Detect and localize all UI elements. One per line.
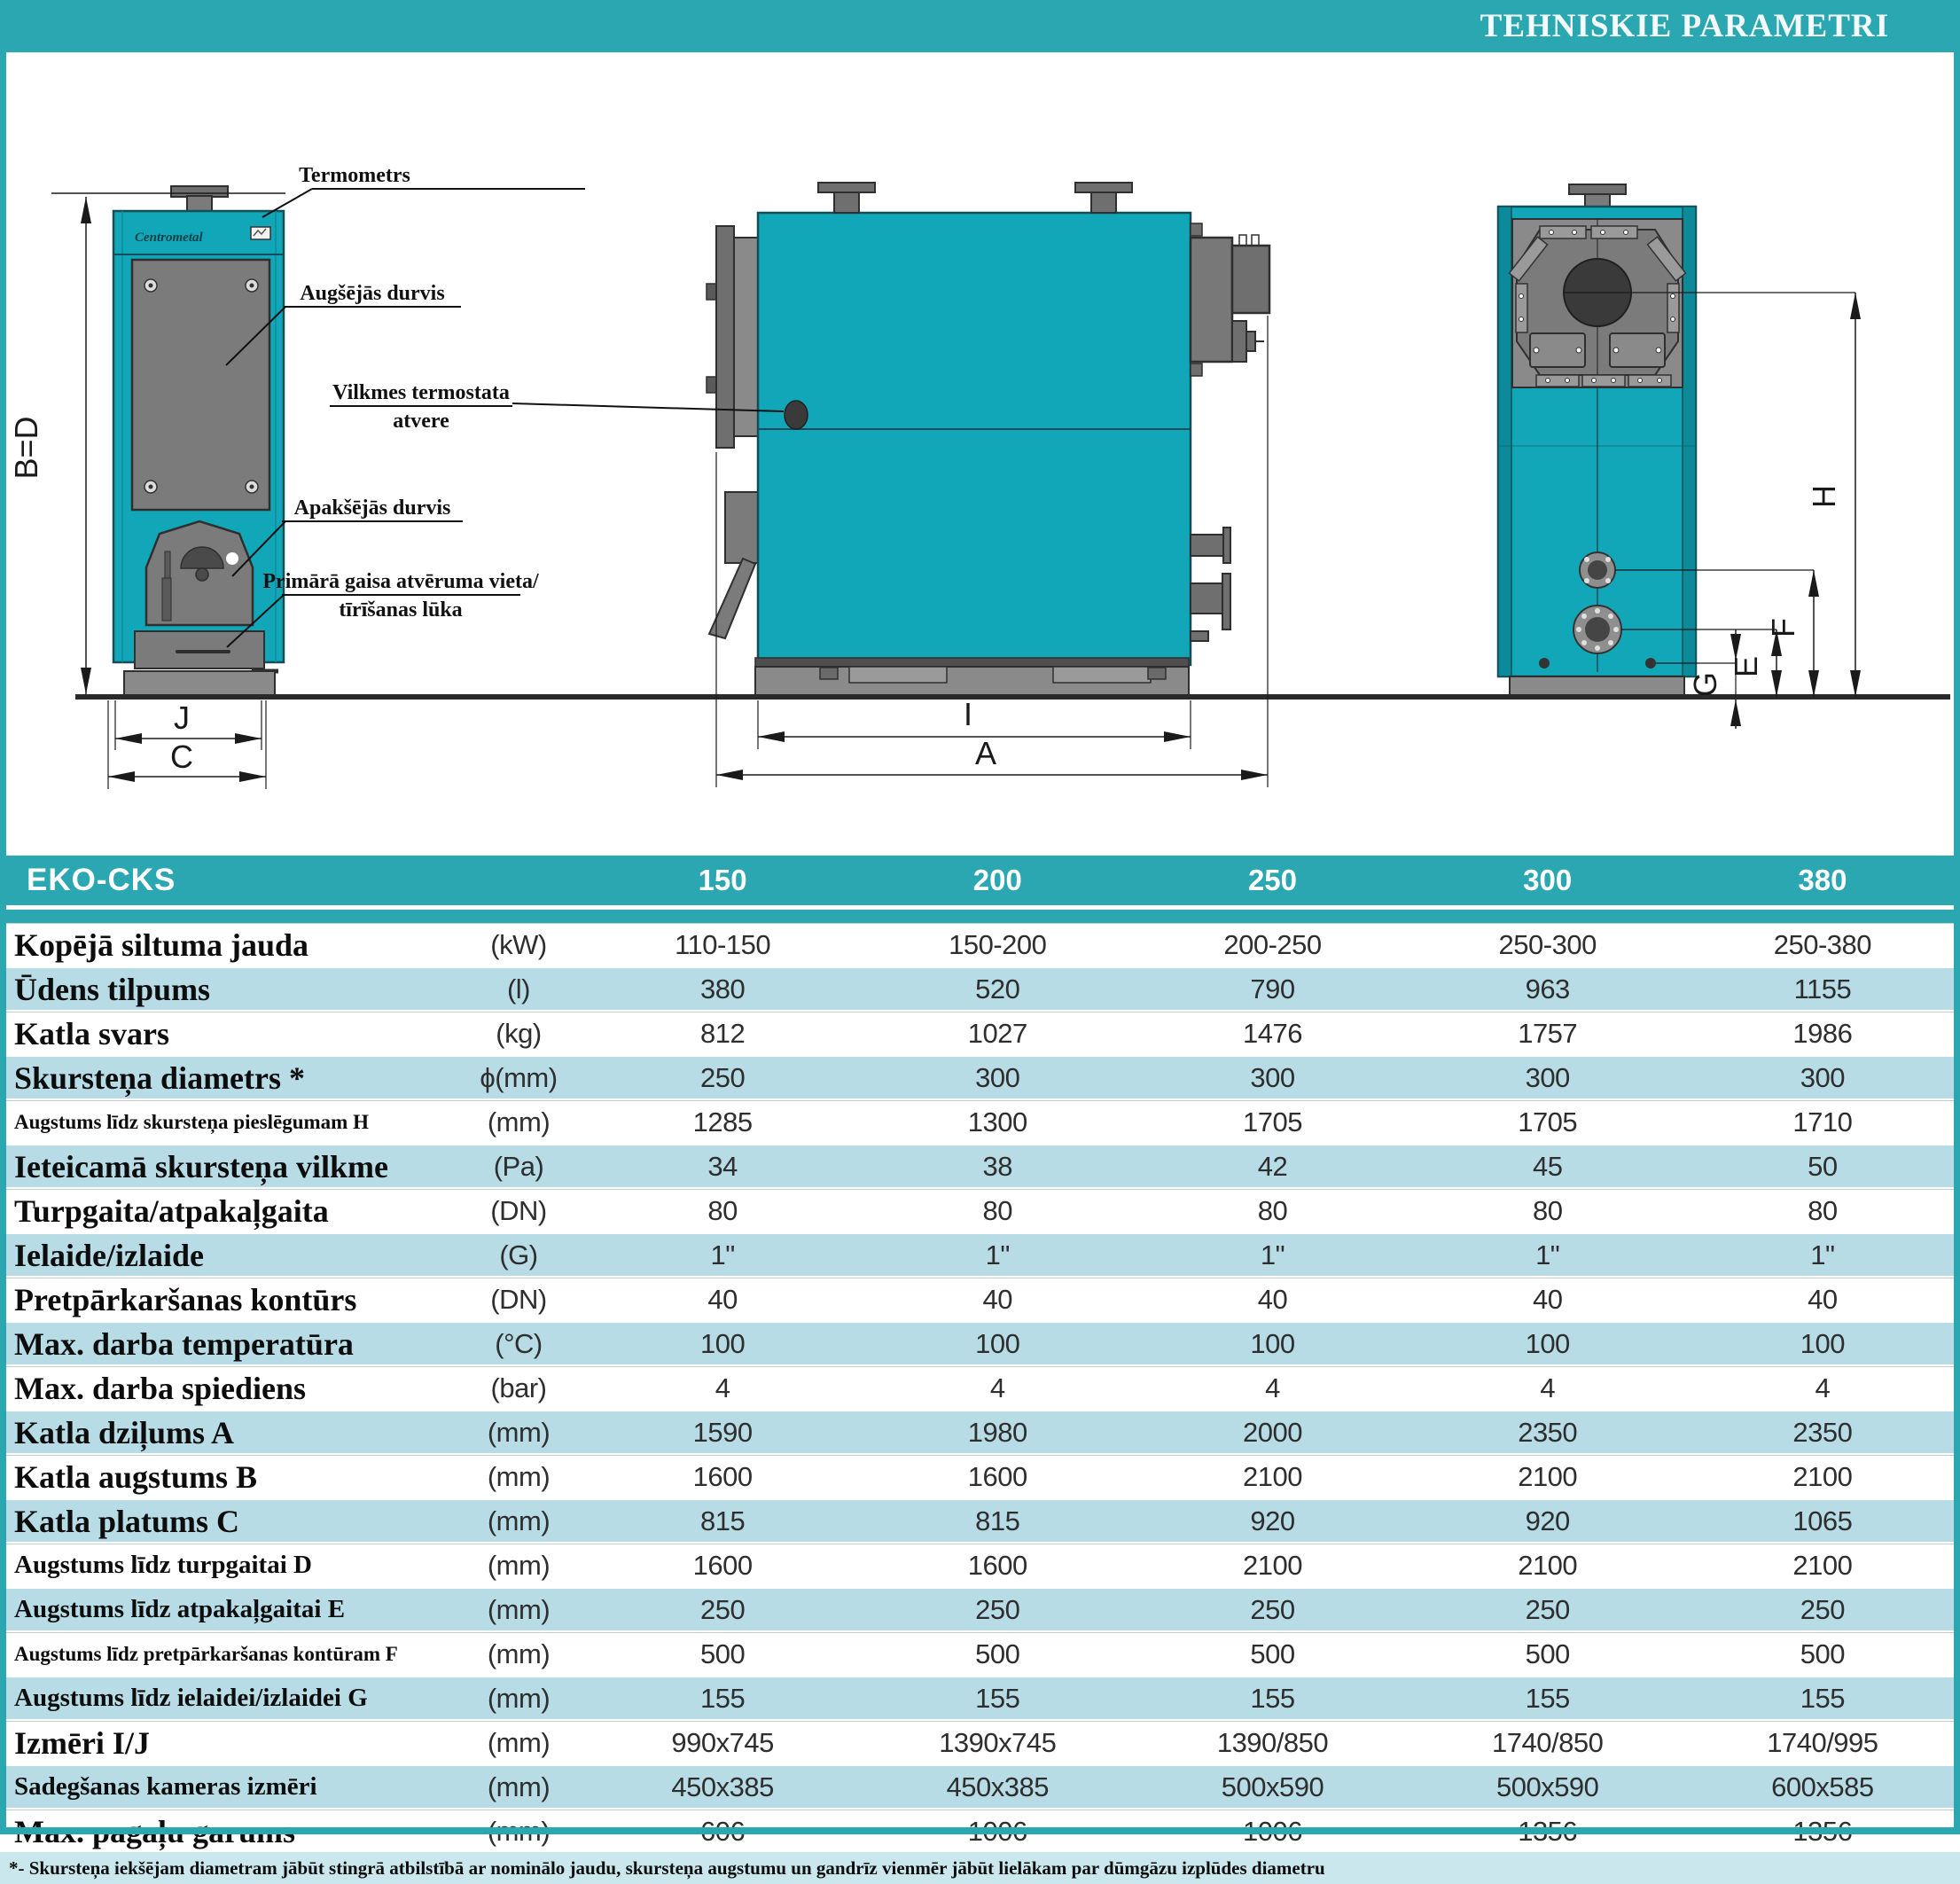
param-name: Katla svars [14, 1015, 169, 1051]
param-value: 4 [989, 1372, 1005, 1403]
page-frame-right [1954, 52, 1960, 1834]
callout-thermometer: Termometrs [299, 164, 410, 187]
param-value: 2350 [1792, 1416, 1853, 1448]
front-stub-neck [187, 196, 212, 212]
param-value: 4 [1815, 1372, 1831, 1403]
param-value: 500 [1250, 1638, 1295, 1669]
param-value: 450x385 [671, 1771, 774, 1802]
param-unit: ϕ(mm) [480, 1061, 558, 1093]
dim-label-i: I [963, 696, 973, 732]
param-value: 155 [975, 1682, 1020, 1714]
table-row [0, 1721, 1960, 1763]
rear-base [1510, 676, 1684, 697]
callout-draft-thermostat-1: Vilkmes termostata [332, 381, 510, 404]
param-value: 4 [1265, 1372, 1280, 1403]
param-value: 38 [982, 1150, 1013, 1182]
callout-lower-door: Apakšējās durvis [293, 496, 451, 520]
table-header [0, 856, 1960, 905]
page-header [0, 0, 1960, 52]
param-value: 200-250 [1223, 928, 1322, 960]
table-row [0, 1632, 1960, 1675]
rear-overheat-flange [1580, 552, 1615, 588]
param-value: 300 [975, 1061, 1020, 1093]
param-value: 250 [975, 1593, 1020, 1625]
table-body [0, 923, 1960, 1852]
param-unit: (mm) [487, 1682, 551, 1714]
param-value: 500 [1525, 1638, 1570, 1669]
param-value: 1986 [1792, 1017, 1853, 1049]
dim-label-g: G [1687, 671, 1723, 698]
side-view [707, 183, 1269, 697]
param-name: Ieteicamā skursteņa vilkme [14, 1148, 388, 1184]
param-value: 1390/850 [1216, 1726, 1329, 1758]
param-name: Augstums līdz ielaidei/izlaidei G [14, 1684, 368, 1712]
param-value: 1" [1810, 1239, 1835, 1270]
table-row [0, 1409, 1960, 1455]
param-value: 80 [1808, 1194, 1838, 1226]
param-value: 790 [1250, 973, 1295, 1005]
column-header-380: 380 [1798, 864, 1847, 896]
param-unit: (DN) [490, 1283, 547, 1315]
param-name: Augstums līdz pretpārkaršanas kontūram F [14, 1642, 398, 1665]
param-value: 4 [715, 1372, 730, 1403]
header-separator-teal [0, 910, 1960, 923]
param-value: 100 [975, 1327, 1020, 1359]
param-value: 1" [710, 1239, 735, 1270]
param-name: Turpgaita/atpakaļgaita [14, 1192, 329, 1229]
param-value: 1600 [692, 1460, 753, 1492]
param-value: 380 [699, 973, 746, 1005]
table-row [0, 1054, 1960, 1100]
param-name: Pretpārkaršanas kontūrs [14, 1281, 357, 1317]
param-value: 920 [1250, 1505, 1295, 1536]
param-unit: (mm) [487, 1638, 551, 1669]
param-value: 1065 [1792, 1505, 1853, 1536]
param-value: 40 [1808, 1283, 1838, 1315]
param-value: 1705 [1243, 1106, 1302, 1137]
table-row [0, 1012, 1960, 1054]
param-value: 80 [1257, 1194, 1288, 1226]
param-value: 100 [1800, 1327, 1846, 1359]
param-value: 250 [1800, 1593, 1846, 1625]
column-header-300: 300 [1523, 864, 1573, 896]
table-row [0, 1497, 1960, 1544]
param-value: 1980 [967, 1416, 1027, 1448]
param-value: 150-200 [949, 928, 1047, 960]
param-value: 2100 [1792, 1549, 1853, 1581]
param-value: 990x745 [671, 1726, 774, 1758]
page-frame-left [0, 52, 6, 1834]
param-value: 1705 [1518, 1106, 1578, 1137]
callout-primary-air-1: Primārā gaisa atvēruma vieta/ [262, 570, 539, 593]
param-name: Augstums līdz turpgaitai D [14, 1551, 312, 1579]
param-value: 1740/850 [1492, 1726, 1604, 1758]
param-value: 1600 [967, 1549, 1027, 1581]
param-name: Max. darba spiediens [14, 1370, 307, 1406]
param-name: Ielaide/izlaide [14, 1237, 204, 1273]
param-value: 2000 [1243, 1416, 1302, 1448]
front-lower-door [146, 521, 253, 625]
front-base [124, 671, 275, 697]
param-name: Kopējā siltuma jauda [14, 926, 309, 963]
table-row [0, 1544, 1960, 1586]
dim-label-f: F [1765, 618, 1801, 637]
param-value: 80 [1532, 1194, 1563, 1226]
param-value: 1390x745 [939, 1726, 1057, 1758]
page-frame-bottom [0, 1827, 1960, 1834]
dim-label-a: A [974, 735, 997, 771]
callout-primary-air-2: tīrīšanas lūka [339, 598, 463, 621]
param-value: 2100 [1518, 1460, 1578, 1492]
param-value: 963 [1525, 973, 1570, 1005]
column-header-250: 250 [1247, 864, 1298, 896]
param-value: 500x590 [1495, 1771, 1599, 1802]
param-unit: (mm) [487, 1416, 551, 1448]
param-value: 250-300 [1498, 928, 1597, 960]
param-value: 300 [1250, 1061, 1295, 1093]
param-value: 2100 [1243, 1460, 1302, 1492]
param-unit: (mm) [487, 1505, 551, 1536]
rear-view [1498, 184, 1696, 697]
param-value: 500 [1800, 1638, 1846, 1669]
thermometer-icon [251, 227, 270, 239]
param-value: 500x590 [1221, 1771, 1324, 1802]
param-value: 920 [1525, 1505, 1570, 1536]
front-upper-door [132, 260, 269, 510]
technical-drawing [0, 52, 1960, 856]
param-name: Katla augstums B [14, 1458, 258, 1495]
param-value: 40 [1532, 1283, 1563, 1315]
table-row [0, 923, 1960, 965]
param-unit: (mm) [487, 1549, 551, 1581]
param-value: 40 [982, 1283, 1013, 1315]
param-value: 250 [1525, 1593, 1570, 1625]
front-cleaning-hatch [135, 631, 278, 671]
front-view [113, 186, 284, 697]
param-value: 1300 [967, 1106, 1027, 1137]
param-unit: (kW) [490, 928, 547, 960]
param-value: 110-150 [675, 928, 771, 960]
param-name: Katla platums C [14, 1503, 240, 1539]
table-row [0, 1366, 1960, 1409]
side-flue-outlet [1191, 223, 1269, 376]
param-value: 250 [1250, 1593, 1295, 1625]
param-value: 1027 [967, 1017, 1027, 1049]
callout-upper-door: Augšējās durvis [300, 282, 445, 305]
drawing-area [0, 52, 1960, 856]
param-value: 500 [975, 1638, 1020, 1669]
param-name: Ūdens tilpums [14, 971, 211, 1007]
param-value: 42 [1257, 1150, 1288, 1182]
side-base [755, 658, 1189, 697]
param-name: Katla dziļums A [14, 1414, 235, 1450]
side-boiler-body [758, 213, 1191, 665]
param-unit: (mm) [487, 1460, 551, 1492]
param-value: 1710 [1792, 1106, 1853, 1137]
param-unit: (°C) [495, 1327, 543, 1359]
param-unit: (mm) [487, 1106, 551, 1137]
param-unit: (mm) [487, 1593, 551, 1625]
param-value: 1" [1535, 1239, 1560, 1270]
dim-label-c: C [170, 739, 193, 775]
param-unit: (DN) [490, 1194, 547, 1226]
model-label: EKO-CKS [27, 863, 176, 897]
dim-label-h: H [1806, 485, 1842, 508]
param-value: 34 [707, 1150, 738, 1182]
table-row [0, 965, 1960, 1012]
param-unit: (mm) [487, 1726, 551, 1758]
param-value: 500 [699, 1638, 746, 1669]
param-value: 1740/995 [1767, 1726, 1878, 1758]
param-value: 1590 [692, 1416, 753, 1448]
table-row [0, 1100, 1960, 1143]
param-unit: (G) [499, 1239, 538, 1270]
param-value: 80 [707, 1194, 738, 1226]
param-value: 40 [1257, 1283, 1288, 1315]
column-header-150: 150 [698, 864, 747, 896]
table-row [0, 1278, 1960, 1320]
side-pipes [1191, 528, 1230, 641]
page-title: TEHNISKIE PARAMETRI [1480, 8, 1889, 44]
draft-thermostat-opening [785, 401, 808, 429]
param-value: 1600 [692, 1549, 753, 1581]
param-value: 1757 [1518, 1017, 1578, 1049]
param-value: 155 [699, 1682, 746, 1714]
param-value: 1600 [967, 1460, 1027, 1492]
table-row [0, 1763, 1960, 1810]
dim-label-e: E [1728, 655, 1764, 678]
param-value: 155 [1525, 1682, 1570, 1714]
param-name: Sadegšanas kameras izmēri [14, 1772, 317, 1801]
param-unit: (kg) [496, 1017, 542, 1049]
param-value: 1" [985, 1239, 1010, 1270]
param-value: 45 [1532, 1150, 1563, 1182]
brand-logo: Centrometal [135, 231, 203, 245]
table-row [0, 1455, 1960, 1497]
spec-table [0, 856, 1960, 1884]
param-value: 4 [1540, 1372, 1556, 1403]
param-unit: (l) [506, 973, 531, 1005]
param-value: 815 [975, 1505, 1020, 1536]
param-value: 250 [699, 1593, 746, 1625]
param-name: Izmēri I/J [14, 1724, 150, 1761]
param-value: 250 [699, 1061, 746, 1093]
param-value: 100 [1525, 1327, 1570, 1359]
param-name: Augstums līdz atpakaļgaitai E [14, 1595, 346, 1623]
param-value: 100 [1250, 1327, 1295, 1359]
param-value: 2350 [1518, 1416, 1578, 1448]
table-row [0, 1675, 1960, 1721]
param-unit: (bar) [490, 1372, 547, 1403]
table-row [0, 1189, 1960, 1231]
param-value: 2100 [1792, 1460, 1853, 1492]
rear-return-flange [1573, 606, 1621, 653]
param-value: 2100 [1243, 1549, 1302, 1581]
param-name: Skursteņa diametrs * [14, 1059, 306, 1096]
param-value: 520 [975, 973, 1020, 1005]
dim-label-j: J [174, 700, 190, 736]
param-value: 1" [1260, 1239, 1285, 1270]
param-value: 250-380 [1773, 928, 1872, 960]
param-value: 300 [1800, 1061, 1846, 1093]
param-unit: (mm) [487, 1771, 551, 1802]
column-header-200: 200 [972, 864, 1022, 896]
param-name: Max. darba temperatūra [14, 1325, 354, 1362]
param-value: 155 [1250, 1682, 1295, 1714]
table-footnote: *- Skursteņa iekšējam diametram jābūt stingrā atbilstībā ar nominālo jaudu, skursteņa augstumu un gandrīz vienmēr jābūt lielākam par dūmgāzu izplūdes diametru [0, 1852, 1960, 1884]
param-value: 155 [1800, 1682, 1846, 1714]
param-value: 40 [707, 1283, 738, 1315]
param-value: 100 [699, 1327, 746, 1359]
param-value: 2100 [1518, 1549, 1578, 1581]
param-value: 815 [699, 1505, 746, 1536]
param-value: 450x385 [946, 1771, 1050, 1802]
param-value: 1285 [692, 1106, 753, 1137]
table-row [0, 1586, 1960, 1632]
table-row [0, 1320, 1960, 1366]
dim-label-bd: B=D [8, 416, 44, 480]
param-value: 50 [1808, 1150, 1838, 1182]
param-value: 1155 [1793, 973, 1852, 1005]
param-name: Augstums līdz skursteņa pieslēgumam H [14, 1110, 369, 1133]
param-value: 812 [699, 1017, 746, 1049]
table-row [0, 1231, 1960, 1278]
table-row [0, 1143, 1960, 1189]
callout-draft-thermostat-2: atvere [393, 410, 449, 433]
param-value: 600x585 [1771, 1771, 1874, 1802]
param-value: 1476 [1243, 1017, 1302, 1049]
param-value: 300 [1525, 1061, 1570, 1093]
param-value: 80 [982, 1194, 1013, 1226]
param-unit: (Pa) [493, 1150, 544, 1182]
